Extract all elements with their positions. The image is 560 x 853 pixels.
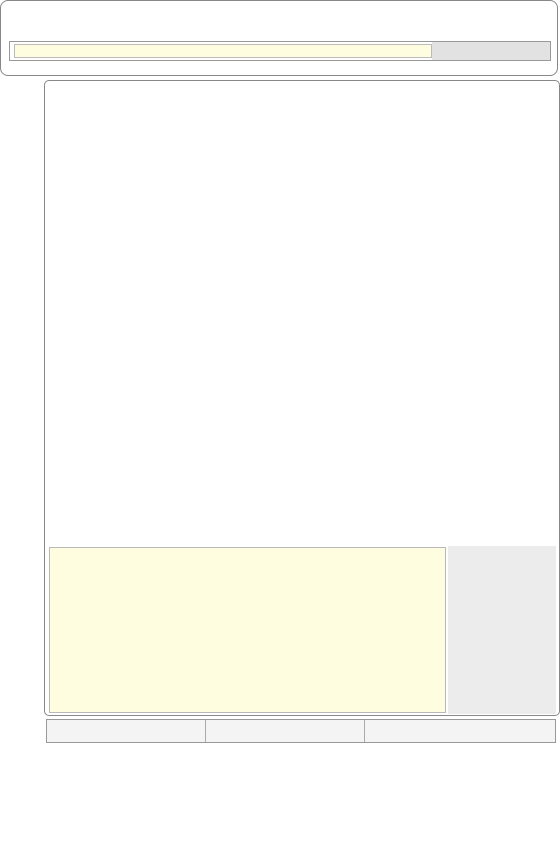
legal-entity-label [432, 42, 550, 60]
files-table [46, 719, 556, 743]
description-row [46, 546, 556, 714]
col-file [364, 720, 555, 742]
col-download [47, 720, 205, 742]
legal-entity-row [9, 41, 551, 61]
description-label [448, 546, 556, 714]
legal-entity-value [14, 44, 432, 58]
description-text [49, 547, 446, 713]
contact-panel [0, 0, 558, 76]
col-datetime [205, 720, 364, 742]
